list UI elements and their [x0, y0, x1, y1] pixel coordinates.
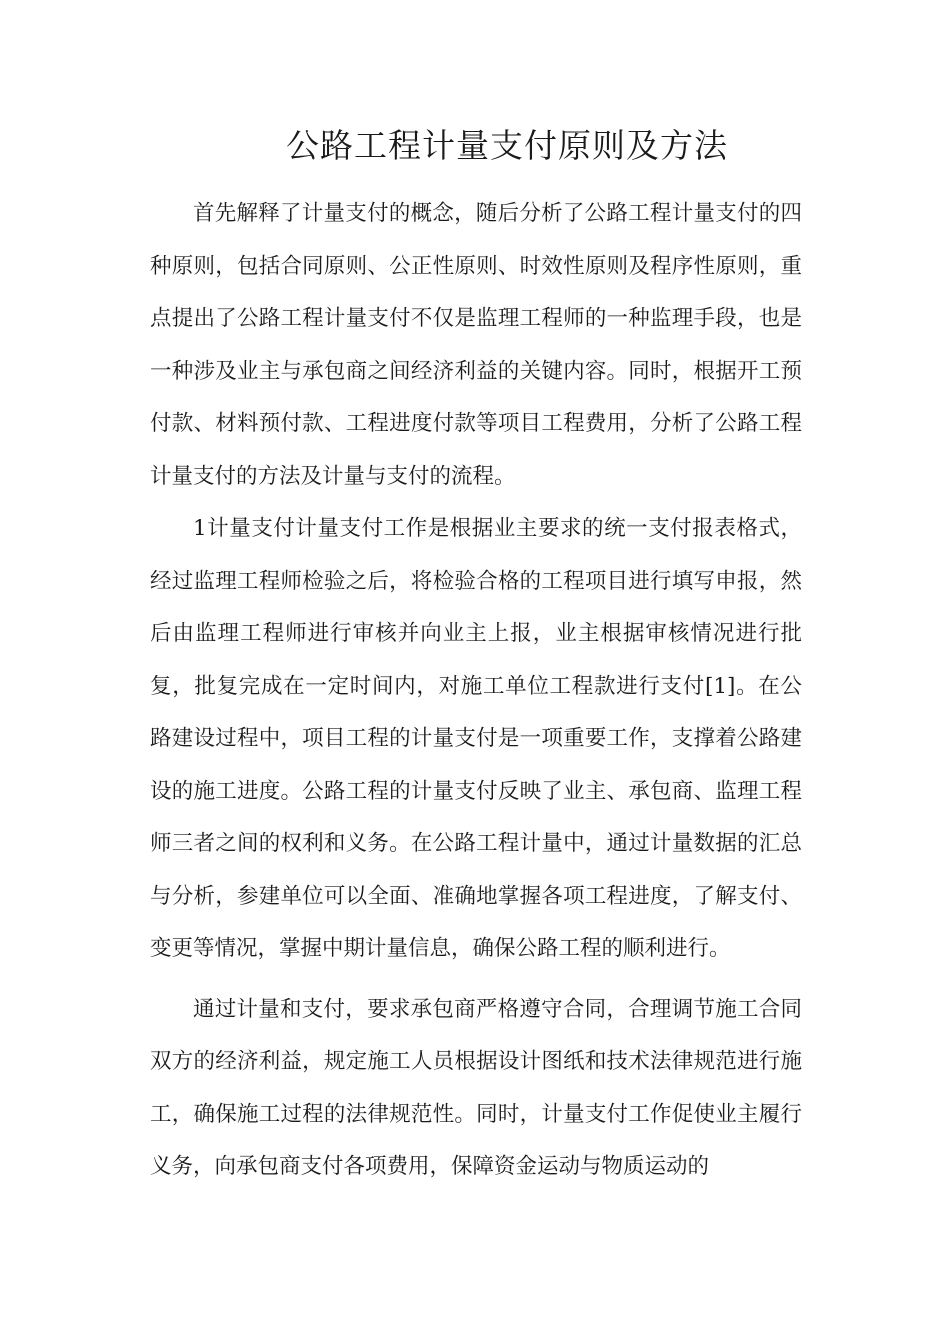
paragraph-abstract: 首先解释了计量支付的概念，随后分析了公路工程计量支付的四种原则，包括合同原则、公正性原则、时效性原则及程序性原则，重点提出了公路工程计量支付不仅是监理工程师的一种监理手段，也是一种涉及业主与承包商之间经济利益的关键内容。同时，根据开工预付款、材料预付款、工程进度付款等项目工程费用，分析了公路工程计量支付的方法及计量与支付的流程。: [150, 201, 802, 489]
paragraph-section-1: 1计量支付计量支付工作是根据业主要求的统一支付报表格式，经过监理工程师检验之后，将检验合格的工程项目进行填写申报，然后由监理工程师进行审核并向业主上报，业主根据审核情况进行批复，批复完成在一定时间内，对施工单位工程款进行支付[1]。在公路建设过程中，项目工程的计量支付是一项重要工作，支撑着公路建设的施工进度。公路工程的计量支付反映了业主、承包商、监理工程师三者之间的权利和义务。在公路工程计量中，通过计量数据的汇总与分析，参建单位可以全面、准确地掌握各项工程进度，了解支付、变更等情况，掌握中期计量信息，确保公路工程的顺利进行。: [150, 516, 802, 961]
document-title: 公路工程计量支付原则及方法: [286, 126, 728, 165]
document-body: [150, 188, 802, 1194]
paragraph-section-1-continued: 通过计量和支付，要求承包商严格遵守合同，合理调节施工合同双方的经济利益，规定施工人员根据设计图纸和技术法律规范进行施工，确保施工过程的法律规范性。同时，计量支付工作促使业主履行义务，向承包商支付各项费用，保障资金运动与物质运动的: [150, 996, 802, 1179]
